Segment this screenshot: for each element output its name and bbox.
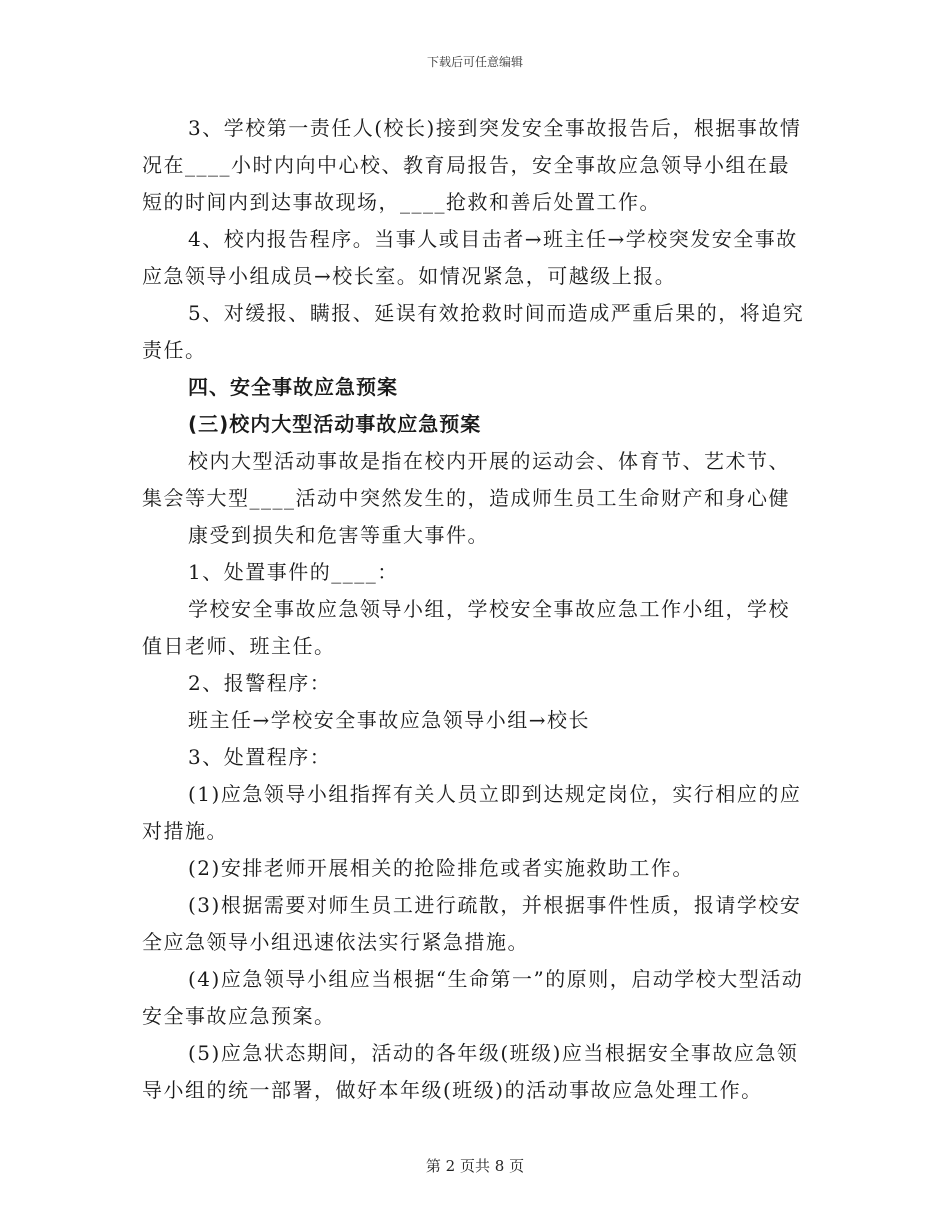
paragraph-internal-report-procedure: 4、校内报告程序。当事人或目击者→班主任→学校突发安全事故应急领导小组成员→校长室。如情况紧急，可越级上报。 (142, 227, 798, 288)
procedure-step-5: (5)应急状态期间，活动的各年级(班级)应当根据安全事故应急领导小组的统一部署，做好本年级(班级)的活动事故应急处理工作。 (142, 1041, 799, 1102)
procedure-step-2: (2)安排老师开展相关的抢险排危或者实施救助工作。 (188, 856, 694, 880)
paragraph-accountability: 5、对缓报、瞒报、延误有效抢救时间而造成严重后果的，将追究责任。 (142, 301, 805, 362)
paragraph-handling-body: 学校安全事故应急领导小组，学校安全事故应急工作小组，学校值日老师、班主任。 (142, 597, 790, 658)
subsection-heading: (三)校内大型活动事故应急预案 (188, 412, 482, 436)
procedure-step-4: (4)应急领导小组应当根据“生命第一”的原则，启动学校大型活动安全事故应急预案。 (142, 967, 804, 1028)
document-body (142, 110, 810, 1109)
paragraph-definition: 校内大型活动事故是指在校内开展的运动会、体育节、艺术节、集会等大型____活动中突然发生的，造成师生员工生命财产和身心健 (142, 449, 790, 510)
procedure-step-3: (3)根据需要对师生员工进行疏散，并根据事件性质，报请学校安全应急领导小组迅速依法实行紧急措施。 (142, 893, 802, 954)
procedure-step-1: (1)应急领导小组指挥有关人员立即到达规定岗位，实行相应的应对措施。 (142, 782, 802, 843)
item-handling-body-title: 1、处置事件的____： (188, 560, 399, 584)
paragraph-alarm-procedure: 班主任→学校安全事故应急领导小组→校长 (188, 708, 591, 732)
page-header: 下载后可任意编辑 (426, 55, 523, 69)
page-footer: 第 2 页共 8 页 (425, 1157, 525, 1175)
item-alarm-procedure-title: 2、报警程序： (188, 671, 332, 695)
item-handling-procedure-title: 3、处置程序： (188, 745, 332, 769)
paragraph-report-principal: 3、学校第一责任人(校长)接到突发安全事故报告后，根据事故情况在____小时内向中心校、教育局报告，安全事故应急领导小组在最短的时间内到达事故现场，____抢救和善后处置工作。 (142, 116, 802, 214)
paragraph-definition-continued: 康受到损失和危害等重大事件。 (188, 523, 489, 547)
section-heading: 四、安全事故应急预案 (188, 375, 398, 399)
